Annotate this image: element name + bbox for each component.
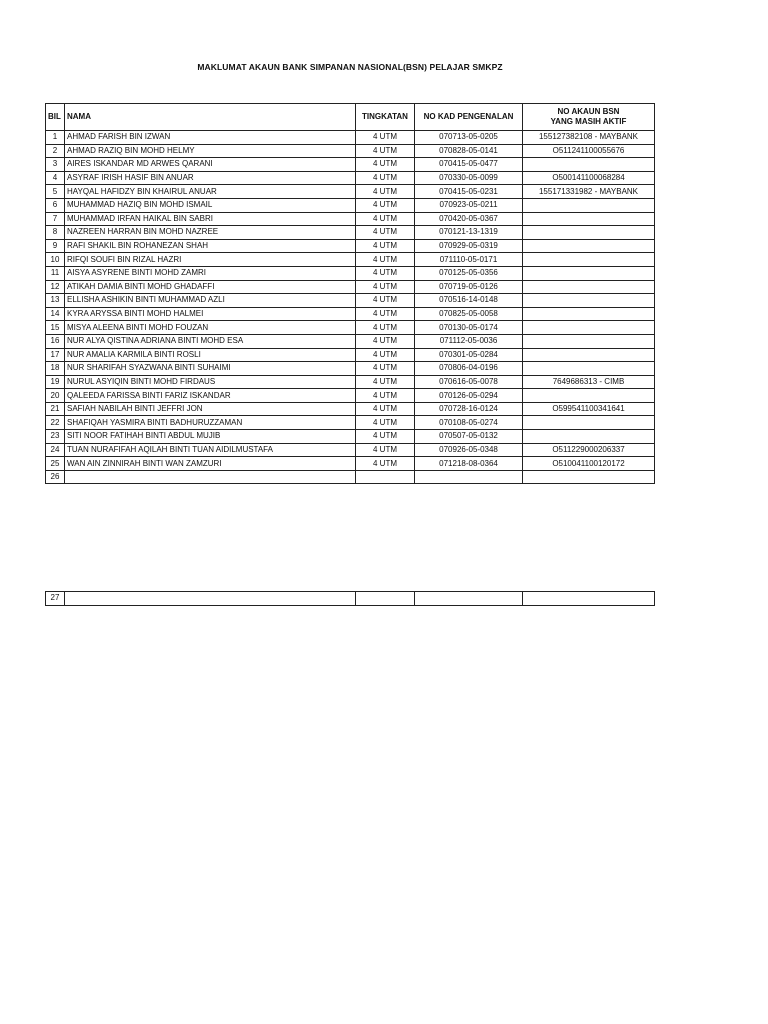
document-title: MAKLUMAT AKAUN BANK SIMPANAN NASIONAL(BSN) PELAJAR SMKPZ: [197, 62, 503, 72]
cell-akaun: [523, 389, 655, 403]
cell-ic: 070415-05-0231: [415, 185, 523, 199]
cell-nama: KYRA ARYSSA BINTI MOHD HALMEI: [65, 307, 356, 321]
table-row: [46, 253, 655, 267]
table-row: [46, 158, 655, 172]
cell-ic: 070121-13-1319: [415, 226, 523, 240]
cell-tingkatan: 4 UTM: [356, 253, 415, 267]
cell-nama: HAYQAL HAFIDZY BIN KHAIRUL ANUAR: [65, 185, 356, 199]
cell-ic: 070719-05-0126: [415, 280, 523, 294]
cell-akaun: [523, 226, 655, 240]
cell-ic: 070713-05-0205: [415, 131, 523, 145]
student-bank-table: [45, 103, 655, 484]
header-bil: BIL: [46, 104, 65, 131]
cell-tingkatan: 4 UTM: [356, 430, 415, 444]
header-akaun: [523, 104, 655, 131]
cell-bil: 1: [46, 131, 65, 145]
cell-nama: AIRES ISKANDAR MD ARWES QARANI: [65, 158, 356, 172]
cell-ic: 070507-05-0132: [415, 430, 523, 444]
table-row: [46, 266, 655, 280]
header-ic: NO KAD PENGENALAN: [415, 104, 523, 131]
table-row: [46, 198, 655, 212]
cell-tingkatan: 4 UTM: [356, 307, 415, 321]
cell-nama: ELLISHA ASHIKIN BINTI MUHAMMAD AZLI: [65, 294, 356, 308]
table-row: [46, 307, 655, 321]
cell-bil: 24: [46, 443, 65, 457]
cell-ic: 070728-16-0124: [415, 402, 523, 416]
cell-tingkatan: 4 UTM: [356, 348, 415, 362]
table-row: [46, 348, 655, 362]
cell-tingkatan: 4 UTM: [356, 457, 415, 471]
table-row: [46, 362, 655, 376]
cell-tingkatan: 4 UTM: [356, 375, 415, 389]
cell-bil: 15: [46, 321, 65, 335]
cell-tingkatan: 4 UTM: [356, 321, 415, 335]
cell-akaun: O511229000206337: [523, 443, 655, 457]
cell-nama: MISYA ALEENA BINTI MOHD FOUZAN: [65, 321, 356, 335]
header-row: [46, 104, 655, 131]
table-row: [46, 212, 655, 226]
cell-akaun: [523, 348, 655, 362]
cell-bil: 2: [46, 144, 65, 158]
cell-nama: SITI NOOR FATIHAH BINTI ABDUL MUJIB: [65, 430, 356, 444]
cell-tingkatan: 4 UTM: [356, 334, 415, 348]
table-row: [46, 226, 655, 240]
cell-tingkatan: 4 UTM: [356, 416, 415, 430]
cell-bil: 3: [46, 158, 65, 172]
cell-akaun: [523, 198, 655, 212]
cell-ic: 071218-08-0364: [415, 457, 523, 471]
cell-bil: 20: [46, 389, 65, 403]
cell-ic: 070929-05-0319: [415, 239, 523, 253]
cell-bil: 27: [46, 592, 65, 606]
cell-bil: 9: [46, 239, 65, 253]
cell-akaun: [523, 416, 655, 430]
table-row: [46, 416, 655, 430]
cell-nama: AHMAD RAZIQ BIN MOHD HELMY: [65, 144, 356, 158]
cell-tingkatan: 4 UTM: [356, 212, 415, 226]
cell-ic: 070108-05-0274: [415, 416, 523, 430]
cell-tingkatan: [356, 470, 415, 484]
table-row: [46, 592, 655, 606]
cell-bil: 26: [46, 470, 65, 484]
cell-bil: 13: [46, 294, 65, 308]
cell-nama: SAFIAH NABILAH BINTI JEFFRI JON: [65, 402, 356, 416]
header-akaun-line1: NO AKAUN BSN: [557, 107, 620, 116]
cell-ic: 070923-05-0211: [415, 198, 523, 212]
cell-bil: 8: [46, 226, 65, 240]
cell-akaun: [523, 280, 655, 294]
cell-nama: MUHAMMAD IRFAN HAIKAL BIN SABRI: [65, 212, 356, 226]
table-row: [46, 131, 655, 145]
cell-akaun: [523, 212, 655, 226]
cell-tingkatan: 4 UTM: [356, 226, 415, 240]
cell-ic: [415, 470, 523, 484]
cell-tingkatan: 4 UTM: [356, 389, 415, 403]
cell-bil: 22: [46, 416, 65, 430]
cell-ic: 070301-05-0284: [415, 348, 523, 362]
cell-bil: 23: [46, 430, 65, 444]
cell-akaun: [523, 334, 655, 348]
cell-nama: WAN AIN ZINNIRAH BINTI WAN ZAMZURI: [65, 457, 356, 471]
table-row: [46, 239, 655, 253]
cell-tingkatan: 4 UTM: [356, 266, 415, 280]
table-row: [46, 294, 655, 308]
cell-nama: RAFI SHAKIL BIN ROHANEZAN SHAH: [65, 239, 356, 253]
cell-akaun: 7649686313 - CIMB: [523, 375, 655, 389]
cell-ic: 070330-05-0099: [415, 171, 523, 185]
cell-tingkatan: 4 UTM: [356, 198, 415, 212]
cell-ic: 070926-05-0348: [415, 443, 523, 457]
cell-bil: 25: [46, 457, 65, 471]
cell-nama: NAZREEN HARRAN BIN MOHD NAZREE: [65, 226, 356, 240]
table-row: [46, 470, 655, 484]
cell-nama: MUHAMMAD HAZIQ BIN MOHD ISMAIL: [65, 198, 356, 212]
cell-nama: ATIKAH DAMIA BINTI MOHD GHADAFFI: [65, 280, 356, 294]
cell-akaun: [523, 321, 655, 335]
table-row: [46, 430, 655, 444]
cell-bil: 12: [46, 280, 65, 294]
cell-nama: [65, 470, 356, 484]
cell-nama: NUR SHARIFAH SYAZWANA BINTI SUHAIMI: [65, 362, 356, 376]
table-row: [46, 171, 655, 185]
table-row: [46, 402, 655, 416]
cell-ic: 070420-05-0367: [415, 212, 523, 226]
table-row: [46, 185, 655, 199]
cell-tingkatan: 4 UTM: [356, 171, 415, 185]
cell-ic: 070825-05-0058: [415, 307, 523, 321]
cell-akaun: [523, 239, 655, 253]
cell-akaun: 155171331982 - MAYBANK: [523, 185, 655, 199]
cell-nama: RIFQI SOUFI BIN RIZAL HAZRI: [65, 253, 356, 267]
cell-nama: QALEEDA FARISSA BINTI FARIZ ISKANDAR: [65, 389, 356, 403]
cell-akaun: [523, 307, 655, 321]
cell-tingkatan: 4 UTM: [356, 402, 415, 416]
cell-akaun: [523, 253, 655, 267]
cell-ic: 070126-05-0294: [415, 389, 523, 403]
cell-tingkatan: 4 UTM: [356, 158, 415, 172]
table-row: [46, 389, 655, 403]
cell-nama: NUR ALYA QISTINA ADRIANA BINTI MOHD ESA: [65, 334, 356, 348]
cell-nama: TUAN NURAFIFAH AQILAH BINTI TUAN AIDILMUSTAFA: [65, 443, 356, 457]
cell-bil: 11: [46, 266, 65, 280]
cell-tingkatan: 4 UTM: [356, 443, 415, 457]
cell-akaun: [523, 362, 655, 376]
cell-bil: 21: [46, 402, 65, 416]
cell-akaun: O599541100341641: [523, 402, 655, 416]
cell-bil: 7: [46, 212, 65, 226]
cell-akaun: [523, 158, 655, 172]
cell-tingkatan: 4 UTM: [356, 239, 415, 253]
cell-bil: 19: [46, 375, 65, 389]
cell-ic: [415, 592, 523, 606]
cell-akaun: [523, 294, 655, 308]
cell-nama: NUR AMALIA KARMILA BINTI ROSLI: [65, 348, 356, 362]
cell-ic: 071110-05-0171: [415, 253, 523, 267]
table-row: [46, 457, 655, 471]
cell-nama: AHMAD FARISH BIN IZWAN: [65, 131, 356, 145]
cell-tingkatan: 4 UTM: [356, 131, 415, 145]
cell-tingkatan: 4 UTM: [356, 144, 415, 158]
cell-ic: 070616-05-0078: [415, 375, 523, 389]
cell-ic: 070130-05-0174: [415, 321, 523, 335]
cell-bil: 16: [46, 334, 65, 348]
cell-nama: AISYA ASYRENE BINTI MOHD ZAMRI: [65, 266, 356, 280]
cell-tingkatan: 4 UTM: [356, 185, 415, 199]
cell-bil: 14: [46, 307, 65, 321]
cell-nama: SHAFIQAH YASMIRA BINTI BADHURUZZAMAN: [65, 416, 356, 430]
cell-nama: [65, 592, 356, 606]
extra-table: [45, 591, 655, 606]
header-akaun-line2: YANG MASIH AKTIF: [550, 117, 627, 126]
cell-bil: 6: [46, 198, 65, 212]
cell-ic: 070806-04-0196: [415, 362, 523, 376]
table-row: [46, 144, 655, 158]
cell-akaun: 155127382108 - MAYBANK: [523, 131, 655, 145]
cell-bil: 5: [46, 185, 65, 199]
table-row: [46, 443, 655, 457]
cell-tingkatan: 4 UTM: [356, 362, 415, 376]
cell-akaun: [523, 430, 655, 444]
cell-nama: ASYRAF IRISH HASIF BIN ANUAR: [65, 171, 356, 185]
table-row: [46, 321, 655, 335]
table-row: [46, 280, 655, 294]
cell-bil: 4: [46, 171, 65, 185]
cell-bil: 17: [46, 348, 65, 362]
cell-ic: 070828-05-0141: [415, 144, 523, 158]
cell-bil: 10: [46, 253, 65, 267]
cell-tingkatan: 4 UTM: [356, 280, 415, 294]
cell-akaun: O511241100055676: [523, 144, 655, 158]
cell-akaun: [523, 592, 655, 606]
header-tingkatan: TINGKATAN: [356, 104, 415, 131]
cell-akaun: [523, 266, 655, 280]
cell-akaun: [523, 470, 655, 484]
cell-akaun: O510041100120172: [523, 457, 655, 471]
cell-tingkatan: 4 UTM: [356, 294, 415, 308]
cell-bil: 18: [46, 362, 65, 376]
cell-ic: 070125-05-0356: [415, 266, 523, 280]
cell-ic: 070516-14-0148: [415, 294, 523, 308]
header-nama: NAMA: [65, 104, 356, 131]
cell-ic: 071112-05-0036: [415, 334, 523, 348]
table-row: [46, 375, 655, 389]
cell-akaun: O500141100068284: [523, 171, 655, 185]
table-row: [46, 334, 655, 348]
cell-tingkatan: [356, 592, 415, 606]
cell-ic: 070415-05-0477: [415, 158, 523, 172]
cell-nama: NURUL ASYIQIN BINTI MOHD FIRDAUS: [65, 375, 356, 389]
